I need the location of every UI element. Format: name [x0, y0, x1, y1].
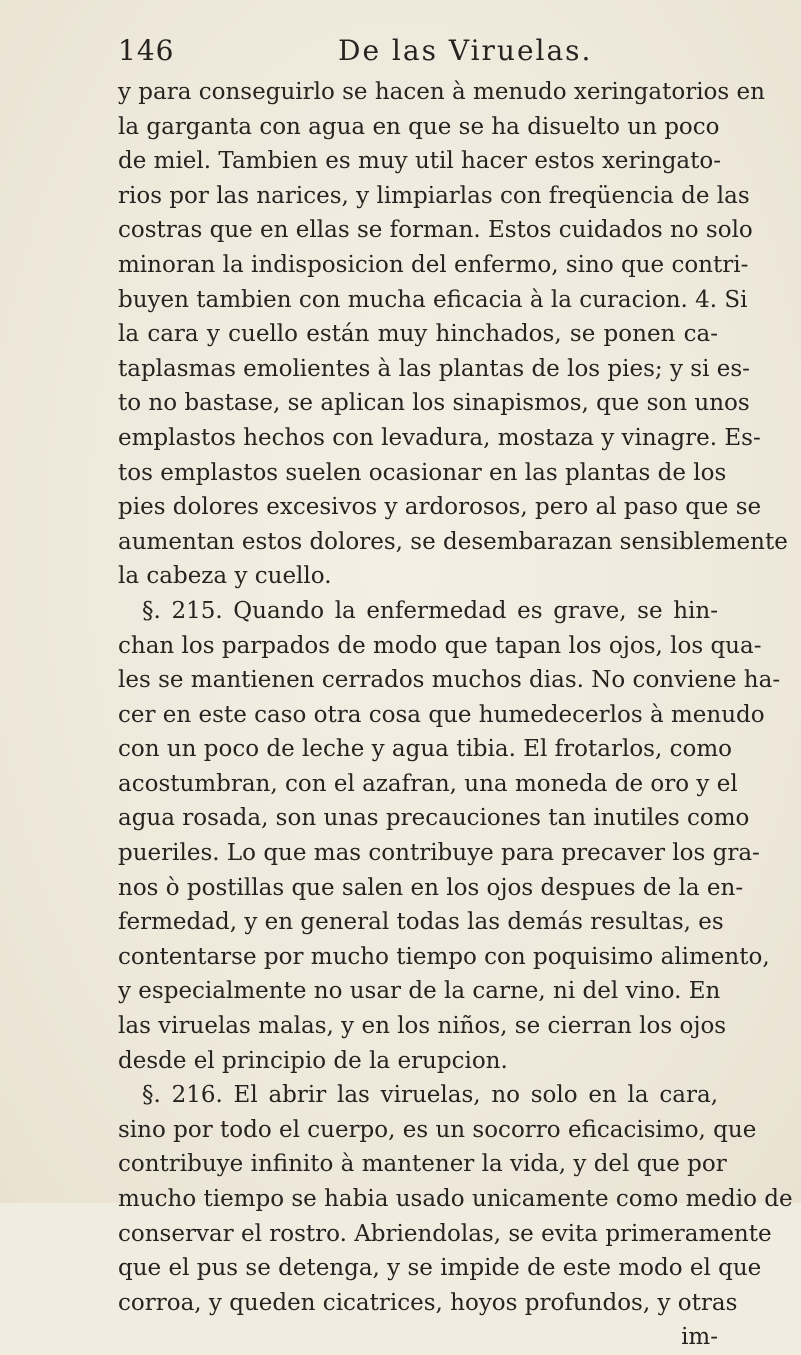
text-line: las viruelas malas, y en los niños, se cierran los ojos — [118, 1013, 727, 1040]
text-line: y para conseguirlo se hacen à menudo xeringatorios en — [118, 79, 765, 105]
text-line: agua rosada, son unas precauciones tan inutiles como — [118, 805, 750, 832]
text-line: mucho tiempo se habia usado unicamente como medio de — [118, 1186, 793, 1212]
text-line: la cara y cuello están muy hinchados, se ponen ca- — [118, 321, 718, 348]
catchword: im- — [681, 1324, 718, 1351]
text-line: pueriles. Lo que mas contribuye para precaver los gra- — [118, 840, 760, 867]
running-title: De las Viruelas. — [338, 34, 593, 67]
text-line: contribuye infinito à mantener la vida, y del que por — [118, 1151, 727, 1178]
text-line: con un poco de leche y agua tibia. El frotarlos, como — [118, 736, 732, 763]
text-line: acostumbran, con el azafran, una moneda de oro y el — [118, 770, 738, 797]
text-line: corroa, y queden cicatrices, hoyos profundos, y otras — [118, 1289, 738, 1316]
text-line: minoran la indisposicion del enfermo, sino que contri- — [118, 251, 749, 278]
text-line: desde el principio de la erupcion. — [118, 1047, 508, 1074]
paragraph-start-line: §. 215. Quando la enfermedad es grave, se hin- — [142, 597, 718, 624]
text-line: costras que en ellas se forman. Estos cuidados no solo — [118, 217, 753, 244]
text-line: tos emplastos suelen ocasionar en las plantas de los — [118, 459, 727, 486]
text-line: emplastos hechos con levadura, mostaza y vinagre. Es- — [118, 424, 761, 451]
text-line: chan los parpados de modo que tapan los ojos, los qua- — [118, 632, 762, 659]
body-text — [118, 75, 793, 1355]
text-line: la garganta con agua en que se ha disuelto un poco — [118, 113, 720, 140]
text-line: cer en este caso otra cosa que humedecerlos à menudo — [118, 701, 765, 728]
paragraph-start-line: §. 216. El abrir las viruelas, no solo en la cara, — [142, 1082, 718, 1109]
text-line: que el pus se detenga, y se impide de este modo el que — [118, 1255, 762, 1282]
text-line: buyen tambien con mucha eficacia à la curacion. 4. Si — [118, 286, 748, 313]
page-header — [118, 34, 718, 74]
text-line: to no bastase, se aplican los sinapismos, que son unos — [118, 390, 750, 417]
text-line: nos ò postillas que salen en los ojos despues de la en- — [118, 874, 744, 901]
text-line: fermedad, y en general todas las demás resultas, es — [118, 909, 724, 936]
text-line: pies dolores excesivos y ardorosos, pero al paso que se — [118, 494, 762, 521]
text-line: rios por las narices, y limpiarlas con freqüencia de las — [118, 182, 750, 209]
text-line: y especialmente no usar de la carne, ni del vino. En — [118, 978, 721, 1005]
text-line: sino por todo el cuerpo, es un socorro eficacisimo, que — [118, 1116, 757, 1143]
text-line: conservar el rostro. Abriendolas, se evita primeramente — [118, 1220, 772, 1247]
text-line: la cabeza y cuello. — [118, 563, 332, 590]
text-line: de miel. Tambien es muy util hacer estos xeringato- — [118, 148, 722, 175]
text-line: les se mantienen cerrados muchos dias. No conviene ha- — [118, 667, 781, 694]
page-number: 146 — [118, 34, 175, 67]
text-line: aumentan estos dolores, se desembarazan sensiblemente — [118, 528, 788, 555]
text-line: contentarse por mucho tiempo con poquisimo alimento, — [118, 943, 770, 970]
text-line: taplasmas emolientes à las plantas de los pies; y si es- — [118, 355, 750, 382]
